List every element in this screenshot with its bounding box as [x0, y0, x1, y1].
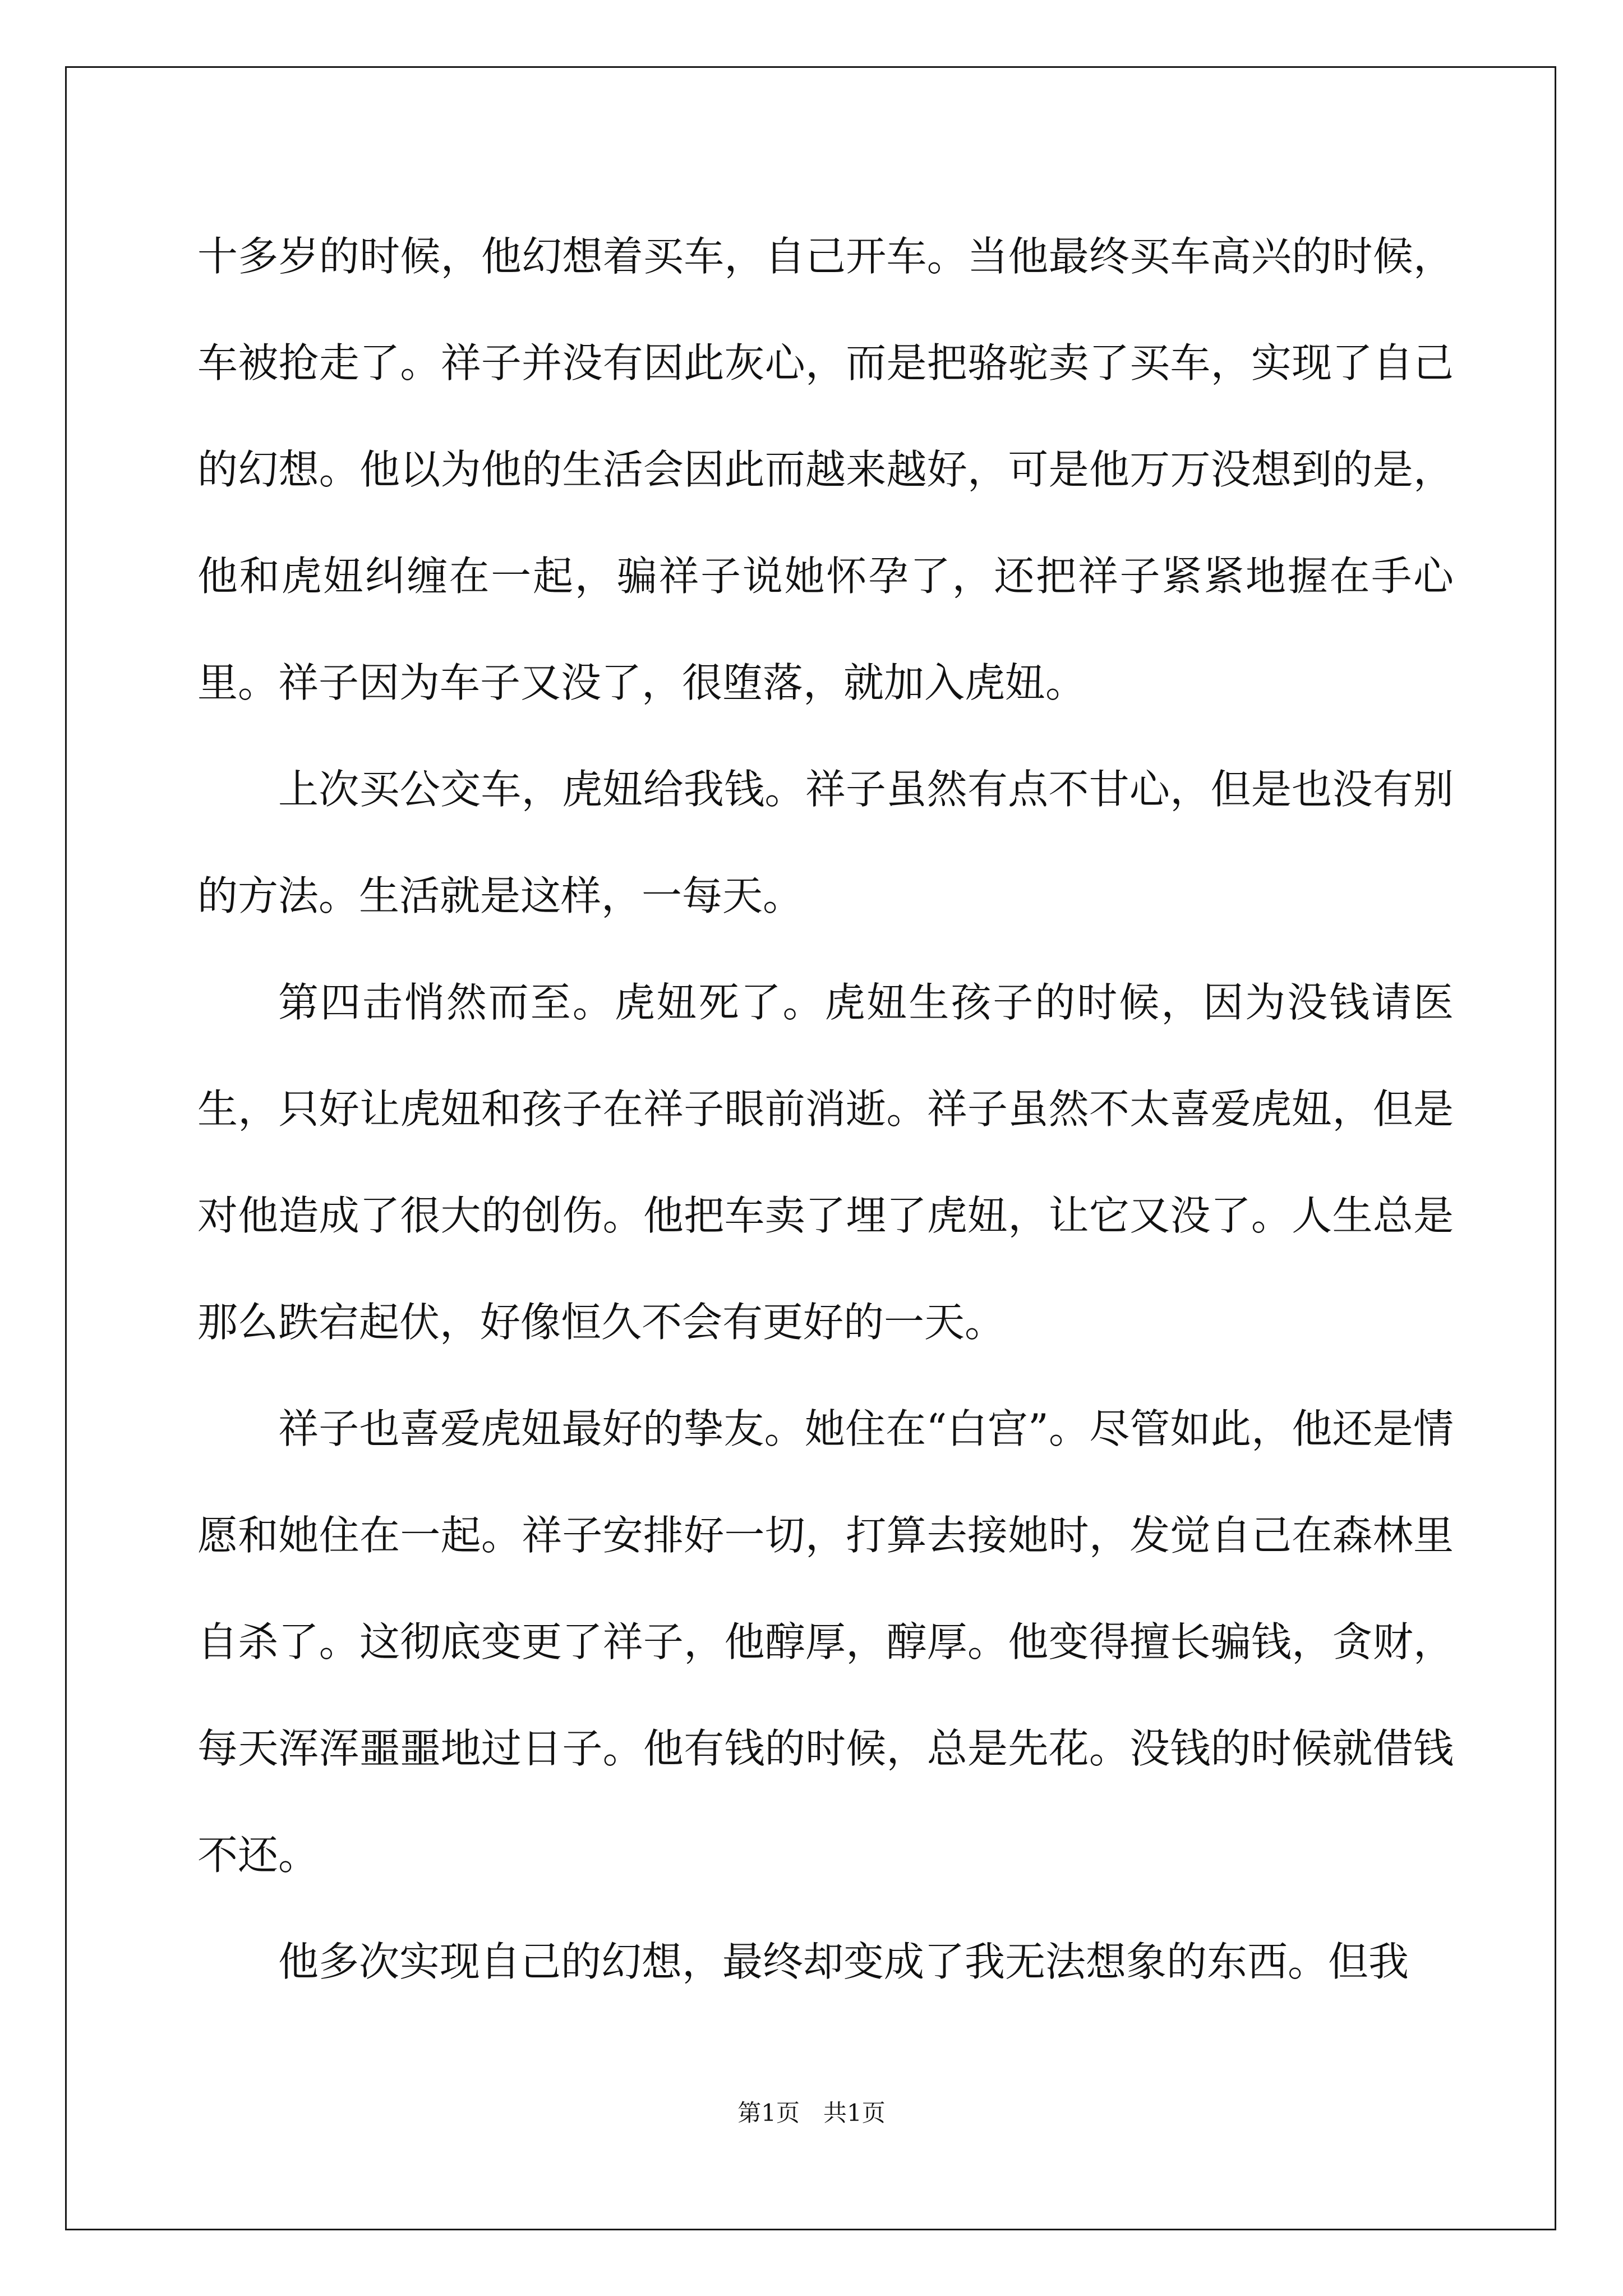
paragraph-3: 第四击悄然而至。虎妞死了。虎妞生孩子的时候，因为没钱请医生，只好让虎妞和孩子在祥子眼前消逝。祥子虽然不太喜爱虎妞，但是对他造成了很大的创伤。他把车卖了埋了虎妞，让它又没了。人生总是那么跌宕起伏，好像恒久不会有更好的一天。 — [197, 979, 1454, 1346]
paragraph-1: 十多岁的时候，他幻想着买车，自己开车。当他最终买车高兴的时候，车被抢走了。祥子并没有因此灰心，而是把骆驼卖了买车，实现了自己的幻想。他以为他的生活会因此而越来越好，可是他万万没想到的是，他和虎妞纠缠在一起，骗祥子说她怀孕了，还把祥子紧紧地握在手心里。祥子因为车子又没了，很堕落，就加入虎妞。 — [197, 233, 1454, 706]
paragraph-5: 他多次实现自己的幻想，最终却变成了我无法想象的东西。但我 — [278, 1938, 1409, 1985]
paragraph-4: 祥子也喜爱虎妞最好的挚友。她住在“白宫”。尽管如此，他还是情愿和她住在一起。祥子安排好一切，打算去接她时，发觉自己在森林里自杀了。这彻底变更了祥子，他醇厚，醇厚。他变得擅长骗钱，贪财，每天浑浑噩噩地过日子。他有钱的时候，总是先花。没钱的时候就借钱不还。 — [197, 1405, 1454, 1879]
page-footer: 第1页 共1页 — [737, 2099, 886, 2127]
paragraph-2: 上次买公交车，虎妞给我钱。祥子虽然有点不甘心，但是也没有别的方法。生活就是这样，一每天。 — [197, 766, 1454, 919]
document-body — [197, 203, 1454, 2015]
